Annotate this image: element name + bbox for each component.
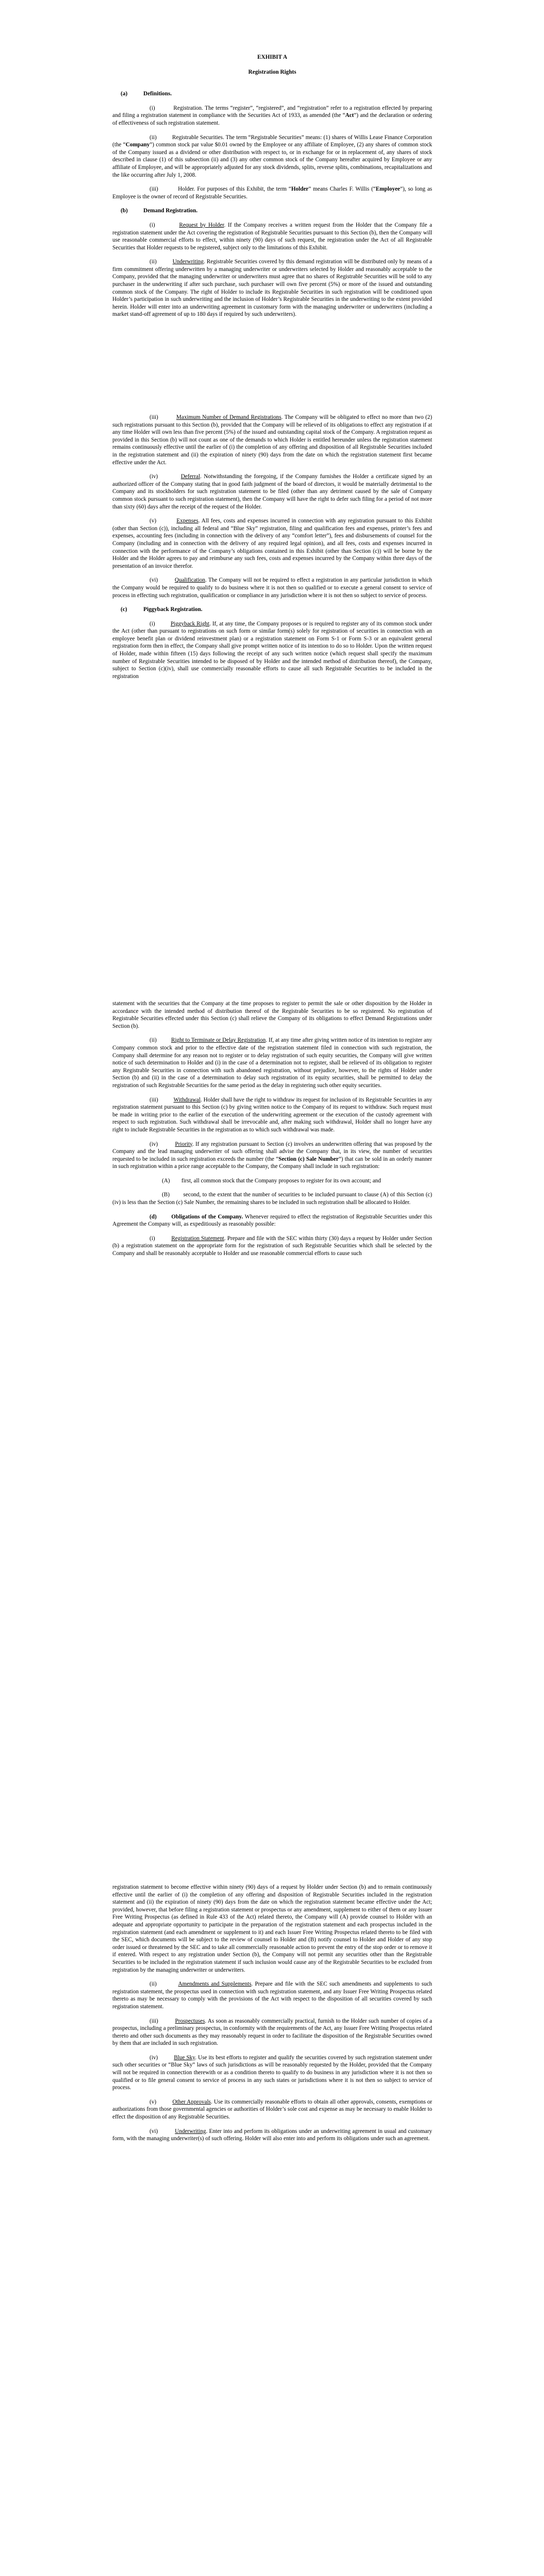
section-c-iv-A: (A) first, all common stock that the Company proposes to register for its own account; and [162,1177,381,1184]
section-a-heading: (a) Definitions. [121,91,172,97]
exhibit-subtitle: Registration Rights [248,69,296,75]
section-b-iii: (iii) Maximum Number of Demand Registrations. The Company will be obligated to effect no more than two (2) such registrations pursuant to this Section (b), provided that the Company will be relieved of its obligations to effect any registration if at any time Holder will own less than five percent (5%) of the issued and outstanding capital stock of the Company. A registration request as provided in this Section (b) will not count as one of the demands to which Holder is entitled hereunder unless the registration statement remains continuously effective until the earlier of (i) the completion of any offering and disposition of all Registrable Securities included in the registration statement and (ii) the expiration of ninety (90) days from the date on which the registration statement first became effective under the Act. [112,414,432,466]
section-b-iv: (iv) Deferral. Notwithstanding the foregoing, if the Company furnishes the Holder a certificate signed by an authorized officer of the Company stating that in good faith judgment of the board of directors, it would be materially detrimental to the Company and its stockholders for such registration statement to be filed (other than any detriment caused by the sale of Company common stock pursuant to such registration statement), then the Company will have the right to defer such filing for a period of not more than sixty (60) days after the receipt of the request of the Holder. [112,473,433,510]
section-d-vi: (vi) Underwriting. Enter into and perform its obligations under an underwriting agreement in usual and customary form, with the managing underwriter(s) of such offering. Holder will also enter into and perform its obligations under such an agreement. [112,2128,433,2142]
section-c-i-part2: statement with the securities that the Company at the time proposes to register to permit the sale or other disposition by the Holder in accordance with the intended method of distribution thereof of the Registrable Securities to be so registered. No registration of Registrable Securities effected under this Section (c) shall relieve the Company of its obligations to effect Demand Registrations under Section (b). [112,1001,432,1029]
section-a-iii: (iii) Holder. For purposes of this Exhibit, the term “Holder” means Charles F. Willis (“Employee”), so long as Employee is the owner of record of Registrable Securities. [112,186,433,200]
section-b-i: (i) Request by Holder. If the Company receives a written request from the Holder that the Company file a registration statement under the Act covering the registration of Registrable Securities pursuant to this Section (b), then the Company will use reasonable commercial efforts to effect, within ninety (90) days of such request, the registration under the Act of all Registrable Securities that Holder requests to be registered, subject only to the limitations of this Exhibit. [112,222,433,251]
document-page-3 [0,1855,544,2149]
section-c-iv-B: (B) second, to the extent that the number of securities to be included pursuant to clause (A) of this Section (c)(iv) is less than the Section (c) Sale Number, the remaining shares to be included in such registration shall be allocated to Holder. [112,1192,432,1206]
section-d-intro: (d) Obligations of the Company. Whenever required to effect the registration of Registrable Securities under this Agreement the Company will, as expeditiously as reasonably possible: [112,1213,432,1228]
exhibit-title: EXHIBIT A [257,54,287,60]
section-c-iv: (iv) Priority. If any registration pursuant to Section (c) involves an underwritten offering that was proposed by the Company and the lead managing underwriter of such offering shall advise the Company that, in its view, the number of securities requested to be included in such registration exceeds the number (the “Section (c) Sale Number”) that can be sold in an orderly manner in such registration within a price range acceptable to the Company, the Company shall include in such registration: [112,1141,433,1170]
blank-gap [112,325,432,414]
section-d-iii: (iii) Prospectuses. As soon as reasonably commercially practical, furnish to the Holder such number of copies of a prospectus, including a preliminary prospectus, in conformity with the requirements of the Act, any Issuer Free Writing Prospectus related thereto and other such documents as they may reasonably request in order to facilitate the disposition of the Registrable Securities owned by them that are included in such registration. [112,2018,432,2047]
section-a-ii: (ii) Registrable Securities. The term “Registrable Securities” means: (1) shares of Willis Lease Finance Corporation (the “Company”) common stock par value $0.01 owned by the Employee or any affiliate of Employee, (2) any shares of common stock of the Company issued as a dividend or other distribution with respect to, or in exchange for or in replacement of, any shares of stock described in clause (1) of this subsection (ii) and (3) any other common stock of the Company hereafter acquired by Employee or any affiliate of Employee, and will be appropriately adjusted for any stock dividends, splits, reverse splits, combinations, recapitalizations and the like occurring after July 1, 2008. [112,134,432,178]
section-d-ii: (ii) Amendments and Supplements. Prepare and file with the SEC such amendments and supplements to such registration statement, the prospectus used in connection with such registration statement, and any Issuer Free Writing Prospectus related thereto as may be necessary to comply with the provisions of the Act with respect to the disposition of all securities covered by such registration statement. [112,1981,432,2010]
section-c-i-part1: (i) Piggyback Right. If, at any time, the Company proposes or is required to register any of its common stock under the Act (other than pursuant to registrations on such form or similar form(s) solely for registration of securities in connection with an employee benefit plan or dividend reinvestment plan) or a registration statement on Form S-1 or Form S-3 or an equivalent general registration form then in effect, the Company shall give prompt written notice of its intention to do so to Holder. Upon the written request of Holder, made within fifteen (15) days following the receipt of any such written notice (which request shall specify the maximum number of Registrable Securities intended to be disposed of by Holder and the intended method of distribution thereof), the Company, subject to Section (c)(iv), shall use commercially reasonable efforts to cause all such Registrable Securities to be included in the registration [112,620,433,680]
section-b-v: (v) Expenses. All fees, costs and expenses incurred in connection with any registration pursuant to this Exhibit (other than Section (c)), including all federal and “Blue Sky” registration, filing and qualification fees and expenses, printer’s fees and expenses, accounting fees (including in connection with the delivery of any “comfort letter”), fees and disbursements of counsel for the Company (including and in connection with the delivery of any required legal opinion), and all fees, costs and expenses incurred in connection with the performance of the Company’s obligations contained in this Exhibit (other than Section (c)) will be borne by the Holder and the Holder agrees to pay and reimburse any such fees, costs and expenses incurred by the Company within three days of the presentation of an invoice therefor. [112,518,433,569]
section-a-i: (i) Registration. The terms “register”, “registered”, and “registration” refer to a registration effected by preparing and filing a registration statement in compliance with the Securities Act of 1933, as amended (the “Act”) and the declaration or ordering of effectiveness of such registration statement. [112,105,433,126]
section-b-vi: (vi) Qualification. The Company will not be required to effect a registration in any particular jurisdiction in which the Company would be required to qualify to do business where it is not then so qualified or to execute a general consent to service of process in effecting such registration, qualification or compliance in any jurisdiction where it is not then so subject to service of process. [112,577,432,599]
section-c-ii: (ii) Right to Terminate or Delay Registration. If, at any time after giving written notice of its intention to register any Company common stock and prior to the effective date of the registration statement filed in connection with such registration, the Company shall determine for any reason not to register or to delay registration of such equity securities, the Company will give written notice of such determination to Holder and (i) in the case of a determination not to register, shall be relieved of its obligation to register any Registrable Securities in connection with such abandoned registration, without prejudice, however, to the rights of Holder under Section (b) and (ii) in the case of a determination to delay such registration of its equity securities, shall be permitted to delay the registration of such Registrable Securities for the same period as the delay in registering such other equity securities. [112,1037,433,1089]
section-b-heading: (b) Demand Registration. [121,208,198,214]
section-b-ii: (ii) Underwriting. Registrable Securities covered by this demand registration will be distributed only by means of a firm commitment offering underwritten by a managing underwriter or underwriters selected by Holder and reasonably acceptable to the Company, provided that the managing underwriter or underwriters must agree that no shares of Registrable Securities will be sold to any purchaser in the underwriting if after such purchase, such purchaser will own five percent (5%) or more of the issued and outstanding common stock of the Company. The right of Holder to include its Registrable Securities in such registration will be conditioned upon Holder’s participation in such underwriting and the inclusion of Holder’s Registrable Securities in the underwriting to the extent provided herein. Holder will enter into an underwriting agreement in customary form with the managing underwriter or underwriters (including a market stand-off agreement of up to 180 days if required by such underwriters). [112,259,432,318]
document-page-2 [0,925,544,1264]
section-d-i-part1: (i) Registration Statement. Prepare and file with the SEC within thirty (30) days a request by Holder under Section (b) a registration statement on the appropriate form for the registration of such Registrable Securities which shall be selected by the Company and shall be reasonably acceptable to Holder and use reasonable commercial efforts to cause such [112,1235,433,1257]
section-c-iii: (iii) Withdrawal. Holder shall have the right to withdraw its request for inclusion of its Registrable Securities in any registration statement pursuant to this Section (c) by giving written notice to the Company of its request to withdraw. Such request must be made in writing prior to the earlier of the execution of the underwriting agreement or the execution of the custody agreement with respect to such registration. Such withdrawal shall be irrevocable and, after making such withdrawal, Holder shall no longer have any right to include Registrable Securities in the registration as to which such withdrawal was made. [112,1096,433,1133]
section-c-heading: (c) Piggyback Registration. [121,606,203,613]
section-d-i-part2: registration statement to become effective within ninety (90) days of a request by Holder under Section (b) and to remain continuously effective until the earlier of (i) the completion of any offering and disposition of Registrable Securities included in the registration statement and (ii) the expiration of ninety (90) days from the date on which the registration statement became effective under the Act; provided, however, that before filing a registration statement or prospectus or any amendment, supplement to either of them or any Issuer Free Writing Prospectus (as defined in Rule 433 of the Act) related thereto, the Company will (A) provide counsel to Holder with an adequate and appropriate opportunity to participate in the preparation of the registration statement and each prospectus included in the registration statement (and each amendment or supplement to it) and each Issuer Free Writing Prospectus related thereto to be filed with the SEC, which documents will be subject to the review of counsel to Holder and (B) notify counsel to Holder and Holder of any stop order issued or threatened by the SEC and to take all commercially reasonable action to prevent the entry of the stop order or to remove it if entered. With respect to any registration under Section (b), the Company will not permit any securities other than the Registrable Securities to be included in the registration statement if such inclusion would cause any of the Registrable Securities to be excluded from registration by the managing underwriter or underwriters. [112,1884,432,1973]
section-d-iv: (iv) Blue Sky. Use its best efforts to register and qualify the securities covered by such registration statement under such other securities or “Blue Sky” laws of such jurisdictions as will be reasonably requested by the Holder, provided that the Company will not be required in connection therewith or as a condition thereto to qualify to do business in any jurisdiction where it is not then so qualified or to file general consent to service of process in any such states or jurisdictions where it is not then so subject to service of process. [112,2054,433,2091]
document-page-1 [0,0,544,687]
section-d-v: (v) Other Approvals. Use its commercially reasonable efforts to obtain all other approvals, consents, exemptions or authorizations from those governmental agencies or authorities of Holder’s sole cost and expense as may be necessary to enable Holder to effect the disposition of any Registrable Securities. [112,2098,433,2121]
